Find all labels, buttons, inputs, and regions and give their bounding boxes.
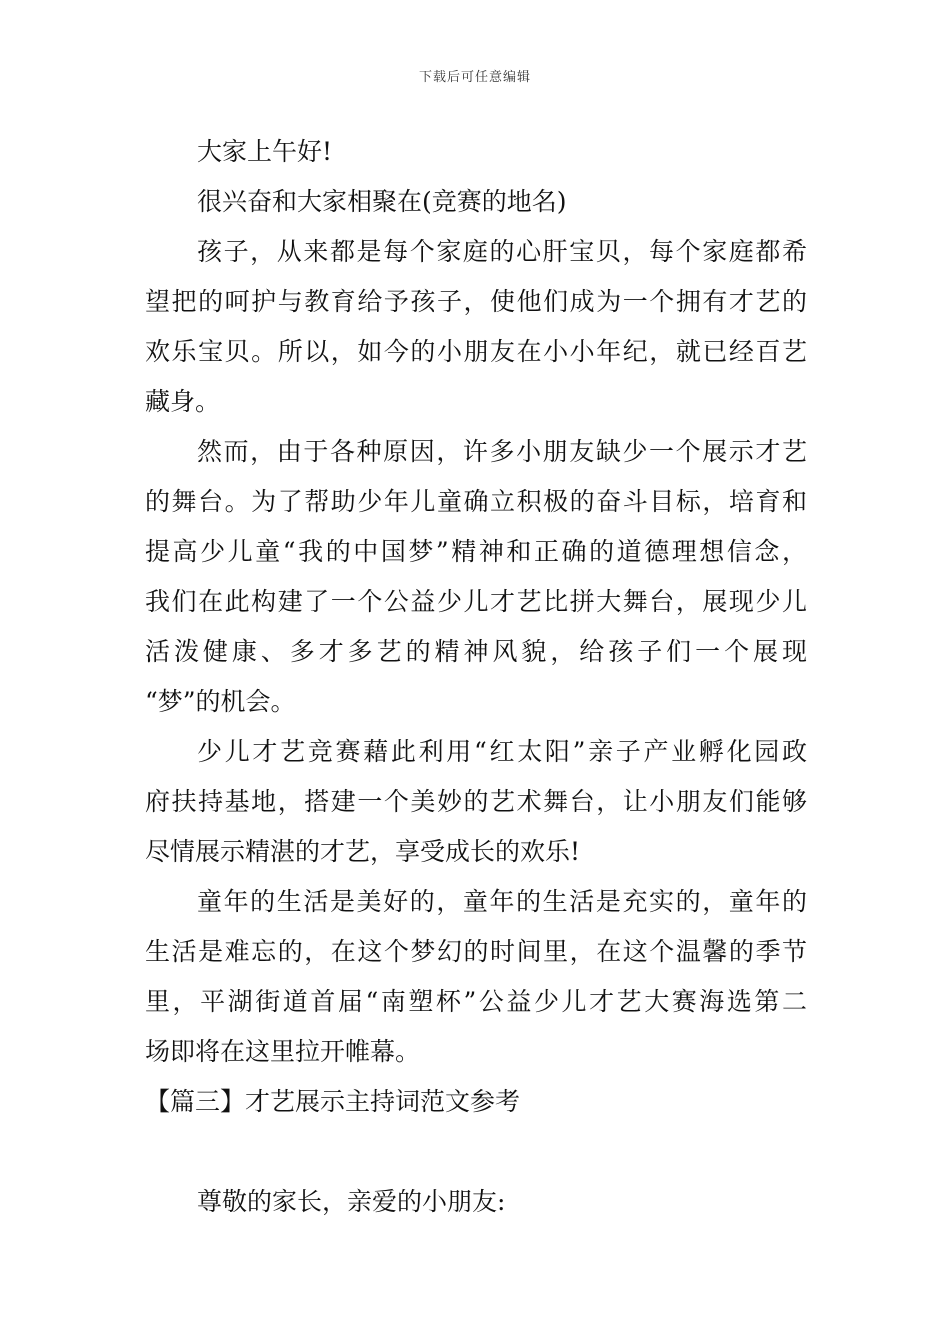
- text-line: 少儿才艺竞赛藉此利用“红太阳”亲子产业孵化园政: [197, 737, 807, 766]
- text-line: 欢乐宝贝。所以，如今的小朋友在小小年纪，就已经百艺: [145, 337, 807, 366]
- text-line: 生活是难忘的，在这个梦幻的时间里，在这个温馨的季节: [145, 937, 807, 966]
- salutation-line: 尊敬的家长，亲爱的小朋友:: [197, 1187, 506, 1216]
- text-line: 里，平湖街道首届“南塑杯”公益少儿才艺大赛海选第二: [145, 987, 807, 1016]
- text-line: 望把的呵护与教育给予孩子，使他们成为一个拥有才艺的: [145, 287, 807, 316]
- text-line: 尽情展示精湛的才艺，享受成长的欢乐!: [145, 837, 581, 866]
- text-line: 活泼健康、多才多艺的精神风貌，给孩子们一个展现: [145, 637, 807, 666]
- text-line: 藏身。: [145, 387, 221, 416]
- text-line: 府扶持基地，搭建一个美妙的艺术舞台，让小朋友们能够: [145, 787, 807, 816]
- text-line: 的舞台。为了帮助少年儿童确立积极的奋斗目标，培育和: [145, 487, 807, 516]
- header-note: 下载后可任意编辑: [418, 70, 531, 85]
- venue-line: 很兴奋和大家相聚在(竞赛的地名): [197, 187, 567, 216]
- paragraph-4: [145, 877, 807, 1077]
- paragraph-2: [145, 427, 807, 727]
- greeting-line: 大家上午好!: [197, 137, 333, 166]
- text-line: 我们在此构建了一个公益少儿才艺比拼大舞台，展现少儿: [145, 587, 807, 616]
- text-line: 然而，由于各种原因，许多小朋友缺少一个展示才艺: [197, 437, 807, 466]
- paragraph-1: [145, 227, 807, 427]
- text-line: 场即将在这里拉开帷幕。: [145, 1037, 421, 1066]
- section-heading: 【篇三】才艺展示主持词范文参考: [145, 1087, 521, 1116]
- text-line: 童年的生活是美好的，童年的生活是充实的，童年的: [197, 887, 807, 916]
- text-line: 提高少儿童“我的中国梦”精神和正确的道德理想信念，: [145, 537, 807, 566]
- text-line: 孩子，从来都是每个家庭的心肝宝贝，每个家庭都希: [197, 237, 807, 266]
- text-line: “梦”的机会。: [145, 687, 296, 716]
- paragraph-3: [145, 727, 807, 877]
- document-body: [145, 127, 807, 1227]
- blank-gap: [145, 1127, 807, 1177]
